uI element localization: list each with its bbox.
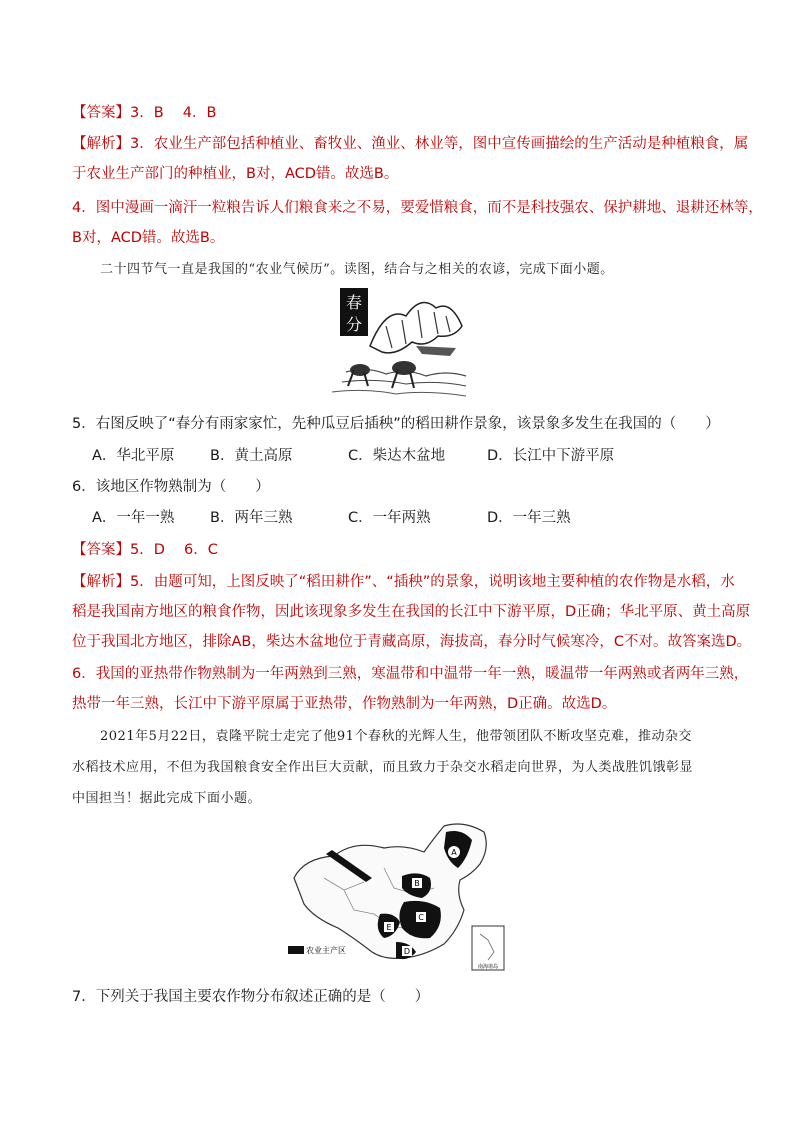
legend-label: 农业主产区 bbox=[306, 946, 346, 955]
q6-option-c[interactable]: C．一年两熟 bbox=[348, 510, 431, 526]
question-intro: 二十四节气一直是我国的“农业气候历”。读图，结合与之相关的农谚，完成下面小题。 bbox=[100, 262, 614, 277]
analysis-tag: 【解析】 bbox=[72, 136, 130, 152]
inset-label: 南海诸岛 bbox=[477, 964, 499, 970]
map-label-a: A bbox=[451, 848, 457, 857]
map-label-d: D bbox=[403, 947, 411, 956]
analysis-line: 6．我国的亚热带作物熟制为一年两熟到三熟，寒温带和中温带一年一熟，暖温带一年两熟或者两年三熟， bbox=[72, 666, 749, 682]
analysis-line: 4．图中漫画一滴汗一粒粮告诉人们粮食来之不易，要爱惜粮食，而不是科技强农、保护耕地、退耕还林等， bbox=[72, 200, 763, 216]
badge-bottom: 分 bbox=[345, 315, 363, 334]
question-intro: 2021年5月22日，袁隆平院士走完了他91个春秋的光辉人生，他带领团队不断攻坚克难，推动杂交 bbox=[100, 729, 692, 744]
q5-option-b[interactable]: B．黄土高原 bbox=[210, 448, 293, 464]
analysis-text: 5．由题可知，上图反映了“稻田耕作”、“插秧”的景象，说明该地主要种植的农作物是水稻，水 bbox=[130, 574, 735, 590]
analysis-line: 稻是我国南方地区的粮食作物，因此该现象多发生在我国的长江中下游平原，D正确；华北平原、黄土高原 bbox=[72, 604, 751, 620]
question-intro: 中国担当！据此完成下面小题。 bbox=[72, 791, 262, 806]
q6-option-b[interactable]: B．两年三熟 bbox=[210, 510, 293, 526]
analysis-line: 热带一年三熟，长江中下游平原属于亚热带，作物熟制为一年两熟，D正确。故选D。 bbox=[72, 696, 617, 712]
analysis-text: 3．农业生产部包括种植业、畜牧业、渔业、林业等，图中宣传画描绘的生产活动是种植粮食，属 bbox=[130, 136, 749, 152]
badge-top: 春 bbox=[345, 293, 363, 312]
legend-swatch bbox=[288, 946, 304, 954]
analysis-line: B对，ACD错。故选B。 bbox=[72, 230, 225, 246]
map-label-b: B bbox=[414, 879, 420, 888]
analysis-tag: 【解析】 bbox=[72, 574, 130, 590]
q6-option-a[interactable]: A．一年一熟 bbox=[92, 510, 175, 526]
answer-line-5-6 bbox=[72, 540, 722, 560]
answer-tag: 【答案】 bbox=[72, 105, 130, 121]
q6-option-d[interactable]: D．一年三熟 bbox=[487, 510, 571, 526]
answer-tag: 【答案】 bbox=[72, 542, 130, 558]
question-7-stem: 7．下列关于我国主要农作物分布叙述正确的是（ ） bbox=[72, 989, 430, 1005]
map-label-e: E bbox=[386, 923, 392, 932]
china-agriculture-map bbox=[284, 818, 514, 978]
analysis-line: 位于我国北方地区，排除AB，柴达木盆地位于青藏高原，海拔高，春分时气候寒冷，C不对。故答案选D。 bbox=[72, 634, 752, 650]
q5-option-d[interactable]: D．长江中下游平原 bbox=[487, 448, 615, 464]
q5-option-c[interactable]: C．柴达木盆地 bbox=[348, 448, 446, 464]
answer-line-3-4 bbox=[72, 103, 722, 123]
q5-option-a[interactable]: A．华北平原 bbox=[92, 448, 175, 464]
question-5-stem: 5．右图反映了“春分有雨家家忙，先种瓜豆后插秧”的稻田耕作景象，该景象多发生在我国的（ ） bbox=[72, 416, 720, 432]
question-intro: 水稻技术应用，不但为我国粮食安全作出巨大贡献，而且致力于杂交水稻走向世界，为人类战胜饥饿彰显 bbox=[72, 760, 694, 775]
map-label-c: C bbox=[418, 913, 424, 922]
analysis-line bbox=[72, 134, 749, 154]
analysis-line: 于农业生产部门的种植业，B对，ACD错。故选B。 bbox=[72, 166, 399, 182]
question-6-stem: 6．该地区作物熟制为（ ） bbox=[72, 479, 270, 495]
answer-text: 3．B 4．B bbox=[130, 105, 217, 121]
spring-equinox-illustration bbox=[326, 286, 470, 402]
analysis-line bbox=[72, 572, 735, 592]
answer-text: 5．D 6．C bbox=[130, 542, 218, 558]
